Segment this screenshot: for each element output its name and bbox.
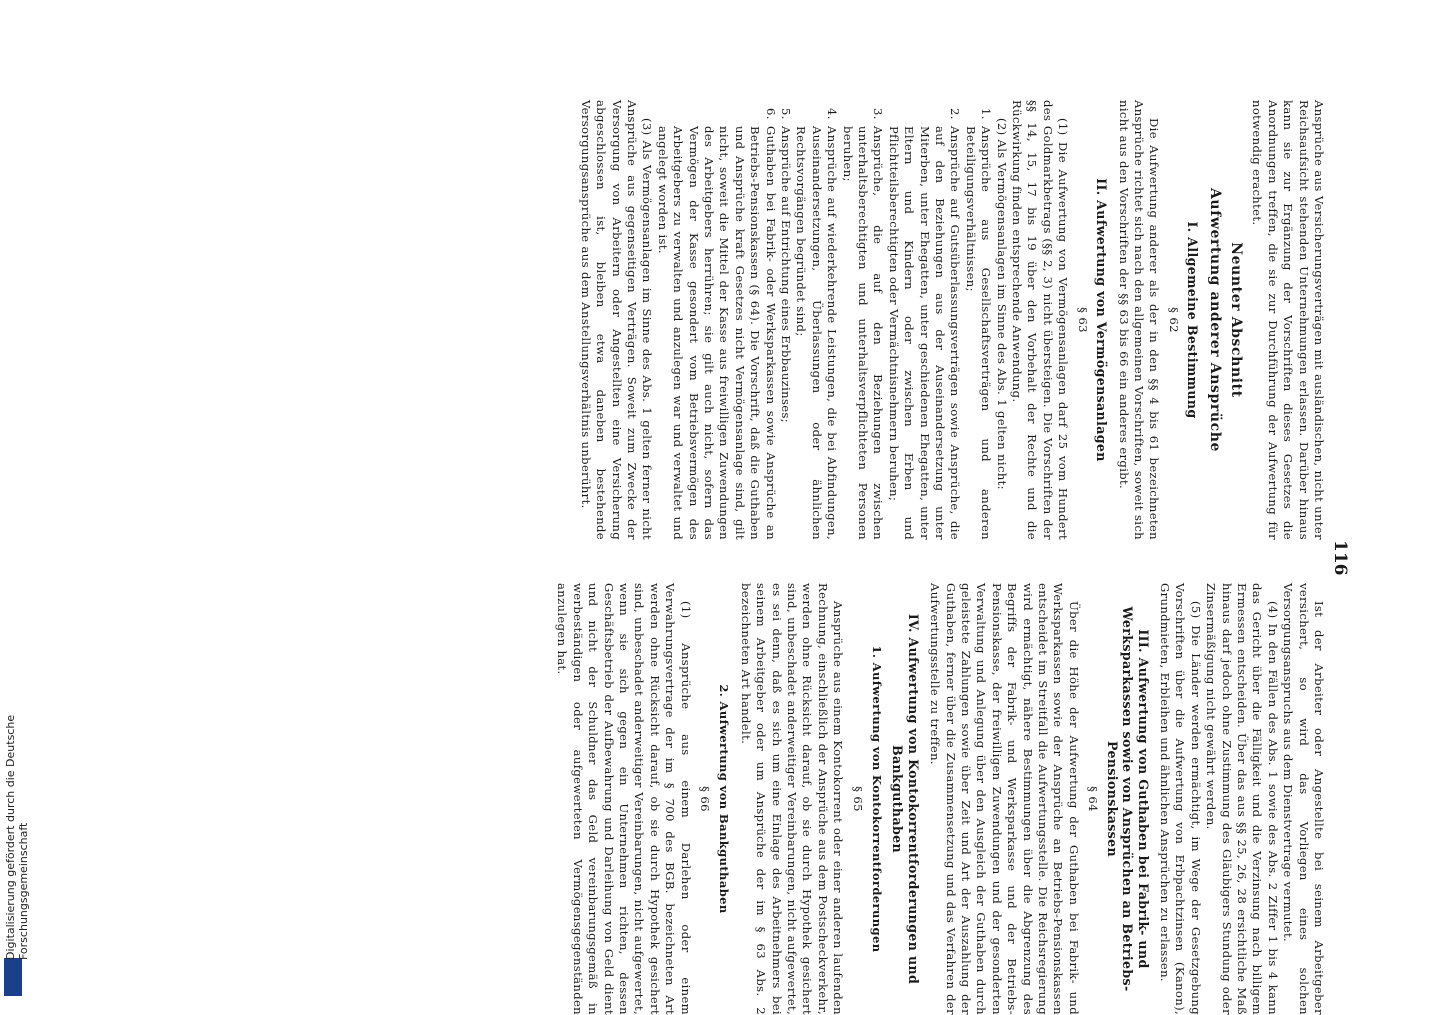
sub1-heading: 1. Aufwertung von Kontokorrentforderungen [870,645,885,953]
list-item-text: Ansprüche, die auf den Beziehungen zwischen unterhaltsberechtigten und unterhaltsverpflichteten Personen beruhen; [840,126,886,540]
list-item-text: Guthaben bei Fabrik- oder Werksparkassen sowie Ansprüche an Betriebs-Pensionskassen (§ 64). Die Vorschrift, daß die Guthaben und Ansprüche kraft Gesetzes nicht Vermögensanlage sind, gilt nicht, soweit die Mittel der Kasse aus freiwilligen Zuwendungen des Arbeitgebers herrühren; sie gilt auch nicht, sofern das Vermögen der Kasse gesondert vom Betriebsvermögen des Arbeitgebers zu verwalten und anzulegen war und verwaltet und angelegt worden ist. [655,126,778,540]
list-item-number: 6. [763,108,778,120]
paragraph-64-text: Über die Höhe der Aufwertung der Guthaben bei Fabrik- und Werksparkassen sowie der Ansprüche an Betriebs-Pensionskassen entscheidet im Streitfall die Aufwertungsstelle. Die Reichsregierung wird ermächtigt, nähere Bestimmungen über die Abgrenzung des Begriffs der Fabrik- und Werksparkasse und der Betriebs-Pensionskasse, der freiwilligen Zuwendungen und der gesonderten Verwaltung und Anlegung über den Ausgleich der Guthaben durch geleistete Zahlungen sowie über Zeit und Art der Auszahlung der Guthaben, ferner über die Zusammensetzung und das Verfahren der Aufwertungsstelle zu treffen. [928,583,1081,1015]
paragraph-65-text: Ansprüche aus einem Kontokorrent oder einer anderen laufenden Rechnung, einschließlich der Ansprüche aus dem Postscheckverkehr, werden ohne Rücksicht darauf, ob sie durch Hypothek gesichert sind, unbeschadet anderweitiger Vereinbarungen, nicht aufgewertet, es sei denn, daß es sich um eine Einlage des Arbeitnehmers bei seinem Arbeitgeber oder um Ansprüche der im § 63 Abs. 2 bezeichneten Art handelt. [738,583,846,1015]
list-item-text: Ansprüche auf Gutsüberlassungsverträgen sowie Ansprüche, die auf den Beziehungen aus der Auseinandersetzung unter Miterben, unter Ehegatten, unter geschiedenen Ehegatten, unter Eltern und Kindern oder zwischen Erben und Pflichtteilsberechtigten oder Vermächtnisnehmern beruhen; [886,126,963,540]
paragraph-63-label: § 63 [1075,307,1090,333]
list-item [839,100,885,540]
list-item-text: Ansprüche auf wiederkehrende Leistungen, die bei Abfindungen, Auseinandersetzungen, Überlassungen oder ähnlichen Rechtsvorgängen begründet sind; [794,126,840,540]
paragraph-66-label: § 66 [697,786,712,812]
paragraph-63-1: (1) Die Aufwertung von Vermögensanlagen darf 25 vom Hundert des Goldmarkbetrags (§§ 2, 3) nicht übersteigen. Die Vorschriften der §§ 14, 15, 17 bis 19 über den Vorbehalt der Rechte und die Rückwirkung finden entsprechende Anwendung. [1010,100,1071,540]
continuation-1: Ist der Arbeiter oder Angestellte bei seinem Arbeitgeber versichert, so wird das Vorliegen eines solchen Versorgungsanspruchs aus dem Dienstvertrage vermutet. [1281,583,1326,1015]
list-item-text: Ansprüche auf Entrichtung eines Erbbauzinses; [779,126,793,424]
section-heading: Neunter Abschnitt [1227,242,1244,398]
part3-heading: III. Aufwertung von Guthaben bei Fabrik- und Werksparkassen sowie von Ansprüchen an Betriebs-Pensionskassen [1104,606,1151,992]
list-item-text: Ansprüche aus Gesellschaftsverträgen und anderen Beteiligungsverhältnissen; [963,126,994,540]
part2-heading: II. Aufwertung von Vermögensanlagen [1094,178,1110,462]
list-item-number: 3. [871,108,886,120]
digitization-note: Digitalisierung gefördert durch die Deutsche Forschungsgemeinschaft [4,714,30,960]
right-column [554,583,1326,1015]
paragraph-65-label: § 65 [850,786,865,812]
list-item-number: 2. [948,108,963,120]
intro-paragraph: Ansprüche aus Versicherungsverträgen mit ausländischen, nicht unter Reichsaufsicht stehenden Unternehmungen erlassen. Darüber hinaus kann sie zur Ergänzung der Vorschriften dieses Gesetzes die Anordnungen treffen, die sie zur Durchführung der Aufwertung für notwendig erachtet. [1250,100,1326,540]
part4-heading: IV. Aufwertung von Kontokorrentforderungen und Bankguthaben [890,613,921,985]
paragraph-64-label: § 64 [1086,786,1101,812]
list-item-number: 4. [825,108,840,120]
list-item [654,100,777,540]
list-item [962,100,993,540]
dfg-logo [4,958,22,996]
continuation-2: (4) In den Fällen des Abs. 1 sowie des Abs. 2 Ziffer 1 bis 4 kann das Gericht über die Fälligkeit und die Verzinsung nach billigem Ermessen entscheiden. Über das aus §§ 25, 26, 28 ersichtliche Maß hinaus darf jedoch ohne Zustimmung des Gläubigers Stundung oder Zinsermäßigung nicht gewährt werden. [1204,583,1280,1015]
sub2-heading: 2. Aufwertung von Bankguthaben [717,684,732,914]
section-title: Aufwertung anderer Ansprüche [1206,187,1223,453]
paragraph-62-text: Die Aufwertung anderer als der in den §§ 4 bis 61 bezeichneten Ansprüche richtet sich nach den allgemeinen Vorschriften, soweit sich nicht aus den Vorschriften der §§ 63 bis 66 ein anderes ergibt. [1116,100,1162,540]
paragraph-66-text: (1) Ansprüche aus einem Darlehen oder einem Verwahrungsvertrage der im § 700 des BGB. bezeichneten Art werden ohne Rücksicht darauf, ob sie durch Hypothek gesichert sind, unbeschadet anderweitiger Vereinbarungen, nicht aufgewertet, wenn sie sich gegen ein Unternehmen richten, dessen Geschäftsbetrieb der Aufbewahrung und Darleihung von Geld dient und nicht der Schuldner das Geld vereinbarungsgemäß in werbeständigen oder aufgewerteten Vermögensgegenständen anzulegen hat. [555,583,693,1015]
part1-heading: I. Allgemeine Bestimmung [1185,221,1201,419]
list-item [778,100,793,540]
paragraph-63-3: (3) Als Vermögensanlagen im Sinne des Abs. 1 gelten ferner nicht Ansprüche aus gegenseitigen Verträgen. Soweit zum Zwecke der Versorgung von Arbeitern oder Angestellten eine Versicherung abgeschlossen ist, bleiben etwa daneben bestehende Versorgungsansprüche aus dem Anstellungsverhältnis unberührt. [578,100,655,540]
paragraph-63-2: (2) Als Vermögensanlagen im Sinne des Abs. 1 gelten nicht: [994,118,1009,490]
continuation-3: (5) Die Länder werden ermächtigt, im Wege der Gesetzgebung Vorschriften über die Aufwertung von Erbpachtzinsen (Kanon), Grundmieten, Erbleihen und ähnlichen Ansprüchen zu erlassen. [1157,583,1203,1015]
list-item-number: 5. [779,108,793,120]
page-number: 116 [1330,540,1350,576]
list-item [793,100,839,540]
left-column [577,100,1326,540]
list-item-number: 1. [979,108,994,120]
paragraph-63-list [654,100,993,540]
paragraph-62-label: § 62 [1166,307,1181,333]
list-item [885,100,962,540]
